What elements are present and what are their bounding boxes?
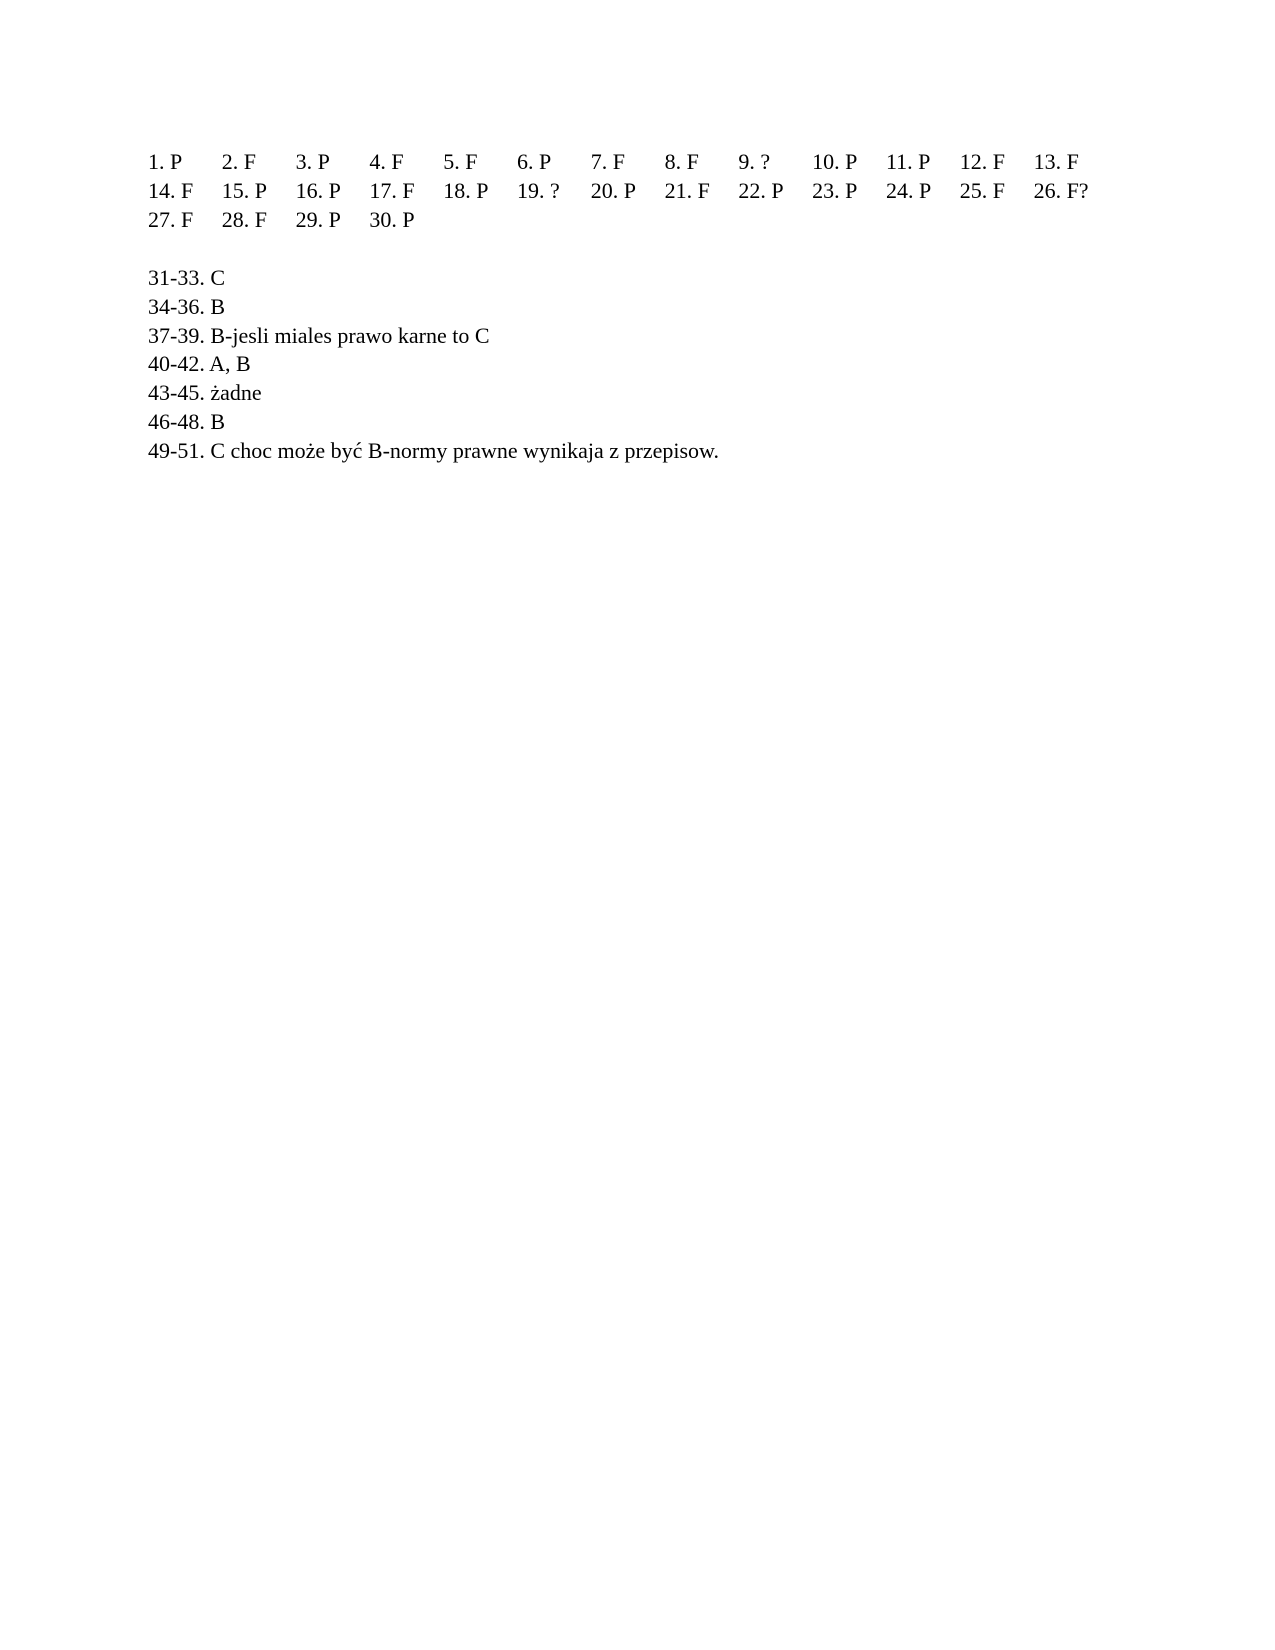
answer-cell: 22. P (738, 178, 784, 203)
answer-cell: 18. P (443, 178, 489, 203)
answer-cell: 6. P (516, 149, 552, 174)
answer-cell: 13. F (1033, 149, 1079, 174)
answer-cell: 11. P (885, 149, 931, 174)
answer-cell: 7. F (590, 149, 626, 174)
answer-cell: 26. F? (1033, 178, 1089, 203)
grid-row-3 (148, 205, 1148, 234)
answer-line: 31-33. C (148, 265, 225, 290)
answer-line: 46-48. B (148, 408, 225, 434)
answer-line: 40-42. A, B (148, 351, 251, 377)
answer-cell: 2. F (221, 149, 257, 174)
answers-grid (148, 147, 1148, 234)
answer-cell: 10. P (812, 149, 858, 174)
answer-cell: 16. P (295, 178, 341, 203)
answers-list (148, 264, 1148, 466)
answer-line: 34-36. B (148, 293, 225, 319)
answer-cell: 20. P (590, 178, 637, 203)
answer-cell: 15. P (221, 178, 268, 203)
grid-row-1 (148, 147, 1148, 176)
answer-cell: 12. F (959, 149, 1006, 174)
answer-cell: 14. F (148, 178, 194, 203)
answer-cell: 9. ? (738, 149, 771, 174)
grid-row-2 (148, 176, 1148, 205)
answer-cell: 30. P (369, 207, 415, 232)
answer-cell: 4. F (369, 149, 404, 174)
answer-cell: 8. F (664, 149, 699, 174)
answer-cell: 25. F (959, 178, 1006, 203)
answer-cell: 24. P (885, 178, 932, 203)
answer-cell: 29. P (295, 207, 341, 232)
answer-cell: 19. ? (516, 178, 560, 203)
answer-line: 49-51. C choc może być B-normy prawne wynikaja z przepisow. (148, 437, 720, 463)
answer-cell: 3. P (295, 149, 330, 174)
answer-line: 43-45. żadne (148, 380, 262, 406)
answer-cell: 21. F (664, 178, 710, 203)
answer-cell: 28. F (221, 207, 268, 232)
answer-cell: 5. F (443, 149, 478, 174)
answer-cell: 27. F (148, 207, 194, 232)
answer-line: 37-39. B-jesli miales prawo karne to C (148, 322, 490, 348)
answer-cell: 23. P (812, 178, 858, 203)
answer-cell: 17. F (369, 178, 415, 203)
answer-cell: 1. P (148, 149, 183, 174)
